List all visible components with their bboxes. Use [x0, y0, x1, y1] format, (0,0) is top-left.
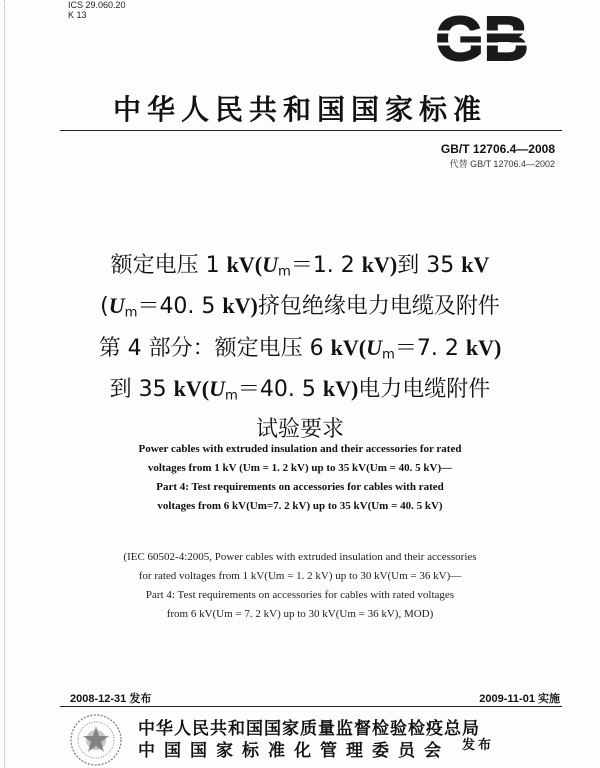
cn-title-symbol: U — [108, 293, 125, 319]
gb-logo-text: GB — [435, 8, 529, 66]
cn-title-line-4 — [0, 372, 600, 413]
cn-title-unit: kV) — [222, 293, 258, 319]
replaces-standard: 代替 GB/T 12706.4—2002 — [449, 159, 555, 169]
en-title-line-1: Power cables with extruded insulation and their accessories for rated — [138, 443, 462, 455]
issuer-sac: 中国国家标准化管理委员会 — [138, 741, 450, 761]
cn-title-symbol: U — [209, 375, 225, 401]
cn-title-line-3 — [0, 331, 600, 372]
national-standard-title: 中华人民共和国国家标准 — [112, 93, 487, 126]
cn-title-line-1 — [0, 248, 600, 289]
cn-title-text: ＝40. 5 — [137, 294, 223, 320]
cn-title-symbol: U — [262, 252, 278, 277]
cn-title-line-5: 试验要求 — [255, 417, 344, 443]
cn-title-symbol: U — [366, 334, 382, 360]
cn-title-unit: kV) — [322, 375, 359, 401]
cn-title-text: 到 35 — [397, 253, 462, 278]
cn-title-text: ＝1. 2 — [290, 253, 362, 278]
effective-date: 2009-11-01 实施 — [479, 693, 560, 705]
iec-line-3: Part 4: Test requirements on accessories for cables with rated voltages — [145, 589, 455, 601]
cn-title-text: 第 4 部分：额定电压 6 — [98, 335, 331, 361]
en-title-line-2: voltages from 1 kV (Um = 1. 2 kV) up to 35 kV(Um = 40. 5 kV)— — [147, 462, 453, 474]
cn-title-text: 到 35 — [109, 376, 174, 402]
cn-title-text: 挤包绝缘电力电缆及附件 — [257, 294, 500, 320]
cn-title-unit: kV) — [361, 252, 398, 277]
cn-title-unit: kV — [461, 252, 490, 277]
ics-code: ICS 29.060.20 — [68, 0, 126, 10]
official-seal-icon — [66, 712, 126, 768]
en-title-line-3: Part 4: Test requirements on accessories for cables with rated — [156, 481, 444, 493]
k-code: K 13 — [68, 10, 87, 20]
english-title — [0, 440, 600, 516]
chinese-title — [0, 248, 600, 447]
cn-title-unit: kV( — [173, 375, 210, 401]
cn-title-subscript: m — [124, 305, 138, 321]
standard-number: GB/T 12706.4—2008 — [440, 142, 555, 156]
gb-logo-icon — [420, 8, 545, 66]
iec-line-1: (IEC 60502-4:2005, Power cables with extruded insulation and their accessories — [123, 551, 477, 563]
cn-title-unit: kV) — [465, 334, 502, 360]
issuing-authorities — [138, 718, 480, 762]
cn-title-unit: kV( — [226, 252, 263, 277]
bottom-divider — [60, 706, 562, 707]
cn-title-unit: kV( — [330, 334, 367, 360]
en-title-line-4: voltages from 6 kV(Um=7. 2 kV) up to 35 kV(Um = 40. 5 kV) — [157, 500, 443, 512]
iec-line-2: for rated voltages from 1 kV(Um = 1. 2 kV) up to 30 kV(Um = 36 kV)— — [138, 570, 462, 582]
cn-title-text: ＝7. 2 — [394, 335, 466, 361]
top-divider — [60, 130, 562, 131]
cn-title-text: ＝40. 5 — [237, 376, 323, 402]
classification-codes — [68, 0, 126, 20]
cn-title-subscript: m — [225, 388, 238, 404]
cn-title-text: 额定电压 1 — [110, 253, 227, 278]
cn-title-subscript: m — [382, 346, 395, 362]
cn-title-subscript: m — [277, 264, 291, 280]
issuer-aqsiq: 中华人民共和国国家质量监督检验检疫总局 — [138, 719, 480, 739]
publish-date: 2008-12-31 发布 — [70, 693, 152, 705]
cn-title-text: 电力电缆附件 — [358, 376, 491, 402]
cn-title-line-2 — [0, 289, 600, 330]
standard-number-block — [441, 142, 555, 170]
iec-line-4: from 6 kV(Um = 7. 2 kV) up to 30 kV(Um = 36 kV), MOD) — [166, 608, 434, 620]
cn-title-text: ( — [100, 294, 109, 320]
issue-label: 发布 — [462, 738, 495, 753]
iec-reference — [0, 548, 600, 624]
